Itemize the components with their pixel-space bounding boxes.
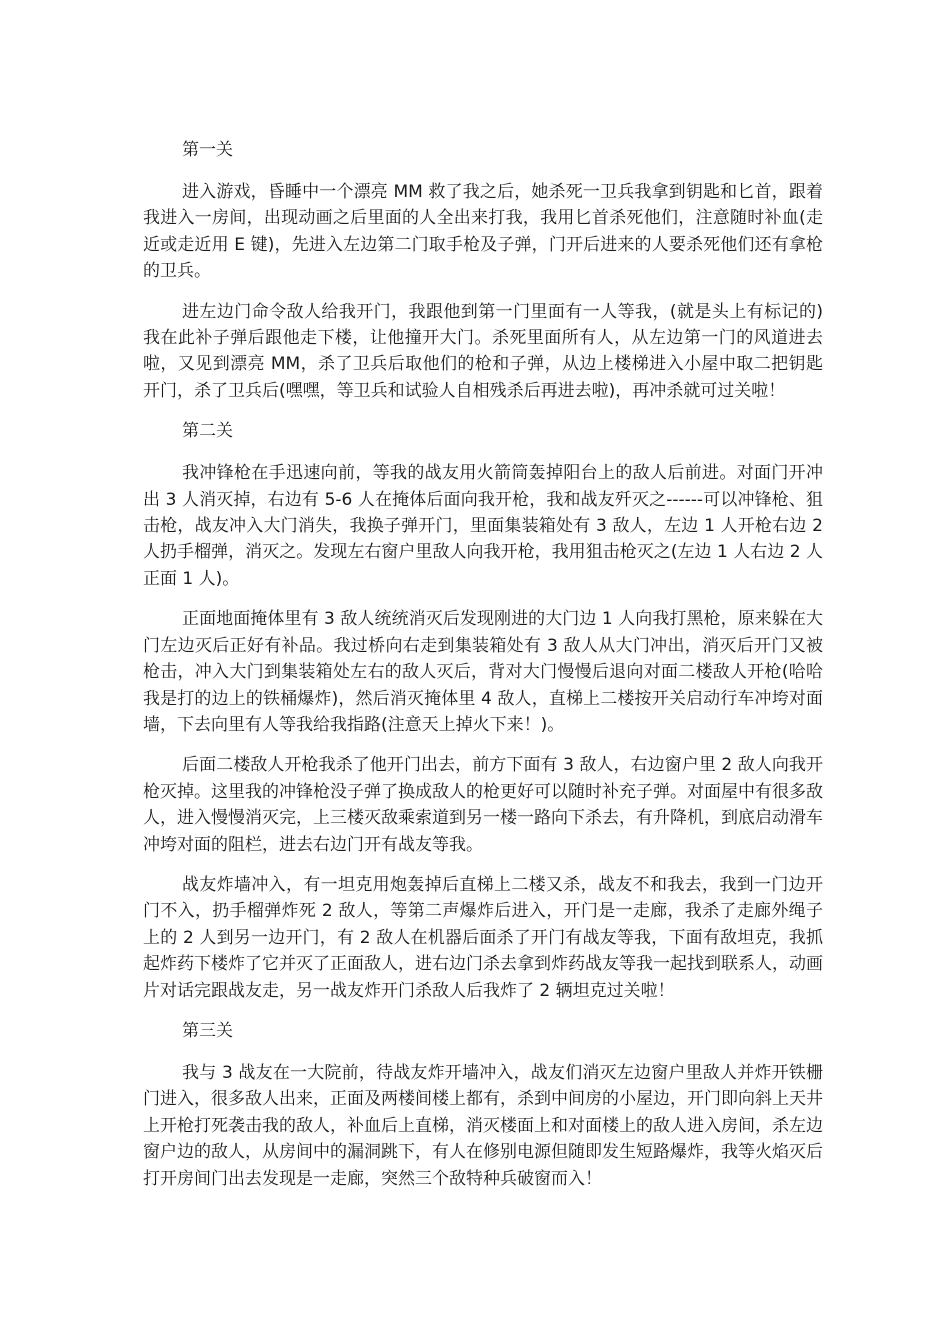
paragraph: 进入游戏，昏睡中一个漂亮 MM 救了我之后，她杀死一卫兵我拿到钥匙和匕首，跟着我进入一房间，出现动画之后里面的人全出来打我，我用匕首杀死他们，注意随时补血(走近或走近用 E 键)，先进入左边第二门取手枪及子弹，门开后进来的人要杀死他们还有拿枪的卫兵。 <box>143 182 823 282</box>
paragraph: 我与 3 战友在一大院前，待战友炸开墙冲入，战友们消灭左边窗户里敌人并炸开铁栅门进入，很多敌人出来，正面及两楼间楼上都有，杀到中间房的小屋边，开门即向斜上天井上开枪打死袭击我的敌人，补血后上直梯，消灭楼面上和对面楼上的敌人进入房间，杀左边窗户边的敌人，从房间中的漏洞跳下，有人在修别电源但随即发生短路爆炸，我等火焰灭后打开房间门出去发现是一走廊，突然三个敌特种兵破窗而入！ <box>143 1062 823 1189</box>
document-body <box>143 137 823 1192</box>
paragraph: 战友炸墙冲入，有一坦克用炮轰掉后直梯上二楼又杀，战友不和我去，我到一门边开门不入，扔手榴弹炸死 2 敌人，等第二声爆炸后进入，开门是一走廊，我杀了走廊外绳子上的 2 人到另一边开门，有 2 敌人在机器后面杀了开门有战友等我，下面有敌坦克，我抓起炸药下楼炸了它并灭了正面敌人，进右边门杀去拿到炸药战友等我一起找到联系人，动画片对话完跟战友走，另一战友炸开门杀敌人后我炸了 2 辆坦克过关啦！ <box>143 874 823 1001</box>
section-heading-3: 第三关 <box>182 1020 233 1041</box>
section-heading-1: 第一关 <box>182 140 233 160</box>
paragraph: 正面地面掩体里有 3 敌人统统消灭后发现刚进的大门边 1 人向我打黑枪，原来躲在大门左边灭后正好有补品。我过桥向右走到集装箱处有 3 敌人从大门冲出，消灭后开门又被枪击，冲入大门到集装箱处左右的敌人灭后，背对大门慢慢后退向对面二楼敌人开枪(哈哈我是打的边上的铁桶爆炸)，然后消灭掩体里 4 敌人，直梯上二楼按开关启动行车冲垮对面墙，下去向里有人等我给我指路(注意天上掉火下来！)。 <box>143 609 823 735</box>
section-heading-2: 第二关 <box>182 421 233 442</box>
paragraph: 我冲锋枪在手迅速向前，等我的战友用火箭筒轰掉阳台上的敌人后前进。对面门开冲出 3 人消灭掉，右边有 5-6 人在掩体后面向我开枪，我和战友歼灭之------可以冲锋枪、狙击枪，战友冲入大门消失，我换子弹开门，里面集装箱处有 3 敌人，左边 1 人开枪右边 2 人扔手榴弹，消灭之。发现左右窗户里敌人向我开枪，我用狙击枪灭之(左边 1 人右边 2 人正面 1 人)。 <box>143 463 823 589</box>
paragraph: 进左边门命令敌人给我开门，我跟他到第一门里面有一人等我，(就是头上有标记的)我在此补子弹后跟他走下楼，让他撞开大门。杀死里面所有人，从左边第一门的风道进去啦，又见到漂亮 MM，杀了卫兵后取他们的枪和子弹，从边上楼梯进入小屋中取二把钥匙开门，杀了卫兵后(嘿嘿，等卫兵和试验人自相残杀后再进去啦)，再冲杀就可过关啦！ <box>143 301 823 401</box>
paragraph: 后面二楼敌人开枪我杀了他开门出去，前方下面有 3 敌人，右边窗户里 2 敌人向我开枪灭掉。这里我的冲锋枪没子弹了换成敌人的枪更好可以随时补充子弹。对面屋中有很多敌人，进入慢慢消灭完，上三楼灭敌乘索道到另一楼一路向下杀去，有升降机，到底启动滑车冲垮对面的阻栏，进去右边门开有战友等我。 <box>143 755 823 855</box>
